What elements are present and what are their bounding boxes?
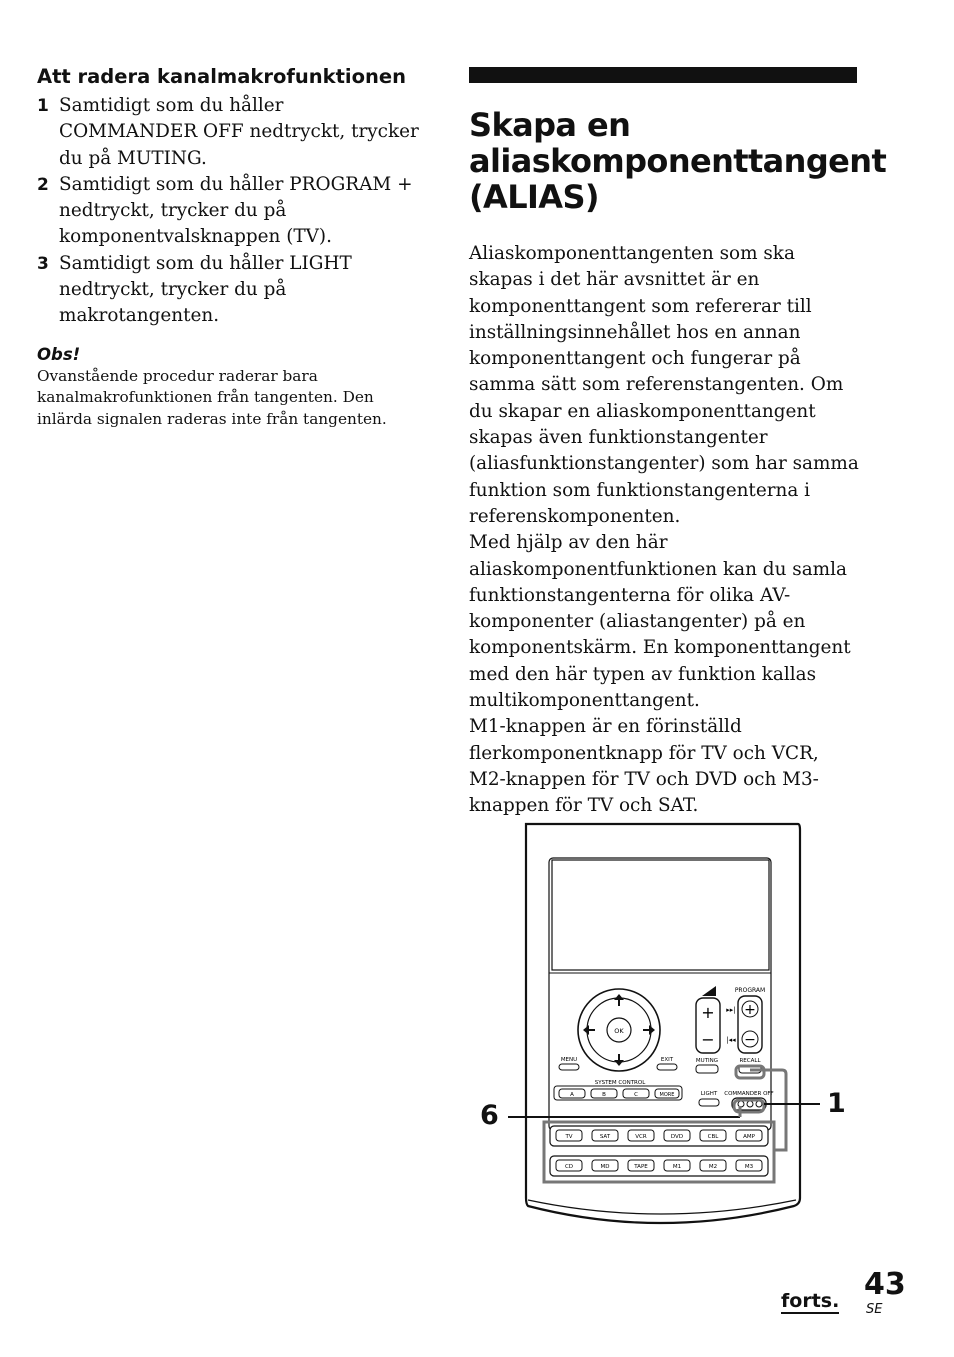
component-label: CBL [707,1134,719,1140]
light-button [699,1099,719,1106]
ok-label: OK [614,1027,624,1035]
paragraph: Aliaskomponenttangenten som ska skapas i det här avsnittet är en komponenttangent som refererar till inställningsinnehållet hos en annan komponenttangent och fungerar på samma sätt som referenstangenten. Om du skapar en aliaskomponenttangent skapas även funktionstangenter (aliasfunktionstangenter) som har samma funktion som funktionstangenterna i referenskomponenten. [469,243,859,527]
step-text: Samtidigt som du håller COMMANDER OFF nedtryckt, trycker du på MUTING. [59,95,419,169]
page-number: 43 [864,1267,906,1302]
light-label: LIGHT [700,1091,718,1097]
component-label: VCR [635,1134,647,1140]
title-rule [469,67,857,83]
svg-text:▸▸|: ▸▸| [726,1006,736,1014]
commander-off-label: COMMANDER OFF [724,1091,774,1097]
menu-button [559,1064,579,1070]
component-label: M1 [672,1164,682,1170]
callout-1: 1 [827,1088,846,1119]
step-item [37,93,427,172]
paragraph: M1-knappen är en förinställd flerkomponentknapp för TV och VCR, M2-knappen för TV och DVD och M3-knappen för TV och SAT. [469,716,819,817]
program-label: PROGRAM [734,987,766,994]
exit-label: EXIT [660,1057,674,1063]
step-list [37,93,427,330]
paragraph: Med hjälp av den här aliaskomponentfunktionen kan du samla funktionstangenterna för olika AV-komponenter (aliastangenter) på en komponentskärm. En komponenttangent med den här typen av funktion kallas multikomponenttangent. [469,532,851,712]
component-label: DVD [670,1134,684,1140]
svg-text:−: − [701,1030,715,1049]
step-item [37,172,427,251]
recall-label: RECALL [739,1058,761,1064]
note-title: Obs! [37,344,81,364]
component-label: AMP [743,1134,755,1140]
right-column [469,67,887,820]
lcd-screen [552,860,769,970]
sc-button-label: A [570,1092,574,1098]
exit-button [657,1064,677,1070]
muting-button [696,1065,718,1073]
sc-button-label: MORE [659,1092,675,1098]
step-number: 2 [37,174,49,195]
direction-pad [578,989,660,1071]
svg-text:+: + [701,1003,715,1022]
section-heading: Att radera kanalmakrofunktionen [37,65,406,88]
component-label: TAPE [634,1164,648,1170]
component-label: M3 [744,1164,754,1170]
sc-button-label: C [634,1092,638,1098]
svg-text:+: + [744,1002,756,1018]
page-title: Skapa en aliaskomponenttangent (ALIAS) [469,106,887,216]
step-text: Samtidigt som du håller PROGRAM + nedtryckt, trycker du på komponentvalsknappen (TV). [59,173,413,248]
system-control-label: SYSTEM CONTROL [594,1080,646,1086]
remote-figure [470,820,860,1230]
left-column [37,64,427,430]
muting-label: MUTING [695,1058,719,1064]
note-text: Ovanstående procedur raderar bara kanalmakrofunktionen från tangenten. Den inlärda signalen raderas inte från tangenten. [37,366,387,428]
body-text [469,241,859,820]
component-label: SAT [599,1134,611,1140]
component-label: M2 [708,1164,718,1170]
menu-label: MENU [560,1057,578,1063]
step-text: Samtidigt som du håller LIGHT nedtryckt, trycker du på makrotangenten. [59,252,352,327]
step-number: 3 [37,253,49,274]
step-number: 1 [37,96,49,116]
step-item [37,251,427,330]
sc-button-label: B [602,1092,606,1098]
component-label: TV [565,1134,573,1140]
language-code: SE [866,1302,883,1317]
svg-text:|◂◂: |◂◂ [726,1036,736,1044]
component-label: CD [564,1164,574,1170]
component-label: MD [600,1164,610,1170]
callout-6: 6 [480,1100,499,1131]
remote-illustration [470,820,860,1230]
svg-text:−: − [744,1032,756,1048]
continued-label: forts. [781,1290,840,1312]
